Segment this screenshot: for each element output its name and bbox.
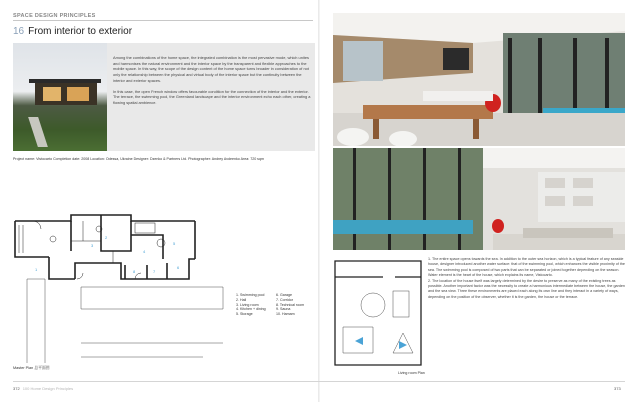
legend-item: 4. Kitchen + dining xyxy=(236,307,266,312)
chapter-label: SPACE DESIGN PRINCIPLES xyxy=(13,13,96,19)
page-gutter xyxy=(318,0,320,402)
svg-text:1: 1 xyxy=(35,267,38,272)
living-room-plan-drawing xyxy=(333,257,423,369)
legend-item: 9. Sauna xyxy=(276,307,291,312)
left-folio xyxy=(13,386,73,391)
footer-rule xyxy=(13,381,625,382)
svg-text:8: 8 xyxy=(133,269,136,274)
svg-text:4: 4 xyxy=(143,249,146,254)
master-plan-drawing xyxy=(13,213,233,363)
master-plan-caption: Master Plan 总平面图 xyxy=(13,366,50,370)
living-plan-caption: Living room Plan xyxy=(398,371,425,375)
legend-column xyxy=(276,293,316,317)
intro-text xyxy=(113,55,311,106)
legend-item: 7. Corridor xyxy=(276,297,293,302)
legend-item: 8. Technical room xyxy=(276,302,305,307)
intro-paragraph: Among the combinations of the home space, the integrated combination is the most pervasive mode, which unites and harmonises the natural environment and the interior space by the transparent and flexible approaches to the mobile space. In this way, the scope of the design content of the home space turns broader in consideration of not only the relationship between the physical and virtual body of the interior space but the continuity between the interior and exterior spaces. xyxy=(113,55,309,83)
intro-paragraph: In this case, the open French window offers favourable condition for the connection of the interior and the exterior. The terrace, the swimming pool, the Greenland landscape and the interior environment echo each other, creating a flowing spatial ambience. xyxy=(113,88,311,105)
legend-column xyxy=(236,293,276,317)
heading-title: From interior to exterior xyxy=(28,26,133,37)
heading-number: 16 xyxy=(13,26,25,37)
legend-item: 10. Hamam xyxy=(276,312,295,317)
svg-text:2: 2 xyxy=(105,235,108,240)
svg-text:6: 6 xyxy=(177,265,180,270)
legend-item: 5. Storage xyxy=(236,312,253,317)
svg-text:3: 3 xyxy=(91,243,94,248)
villa-exterior-photo xyxy=(13,43,107,151)
legend-item: 6. Garage xyxy=(276,293,292,297)
page-number: 373 xyxy=(614,386,621,391)
project-credits: Project name: Vistocarto Completion date: 2008 Location: Odessa, Ukraine Designer: Dzenko & Partners Ltd. Photographer: Andrey Avdeenko Area: 720 sqm xyxy=(13,157,264,161)
interior-photo-dining xyxy=(333,13,625,146)
legend-item: 1. Swimming pool xyxy=(236,293,265,297)
legend-item: 3. Living room xyxy=(236,302,259,307)
header-rule xyxy=(13,20,313,21)
book-title: 100 Home Design Principles xyxy=(22,386,74,391)
interior-photo-living xyxy=(333,148,625,250)
page-heading xyxy=(13,26,132,37)
project-notes: 1. The entire space opens towards the sea. In addition to the outer sea horizon, which is a typical feature of any seaside house, designer introduced another water surface: that of the swimming pool, which enhances the visible proximity of the sea. The swimming pool is composed of two parts that can be separated or joined together depending on the season. Water element is the heart of the house, which explains its name, Vistocarto. 2. The location of the house itself was largely determined by the desire to preserve as many of the existing trees as possible. Another important factor was the necessity to create a harmonious intermediate between the house, the garden and the sea view. Three these environments are placed each along its own line and they interact in a variety of ways, depending on the position of the observer, whether it is the garden, the house or the terrace. xyxy=(428,257,625,299)
legend-item: 2. Hall xyxy=(236,297,247,302)
page-number: 372 xyxy=(13,386,20,391)
svg-text:7: 7 xyxy=(153,269,156,274)
svg-text:5: 5 xyxy=(173,241,176,246)
